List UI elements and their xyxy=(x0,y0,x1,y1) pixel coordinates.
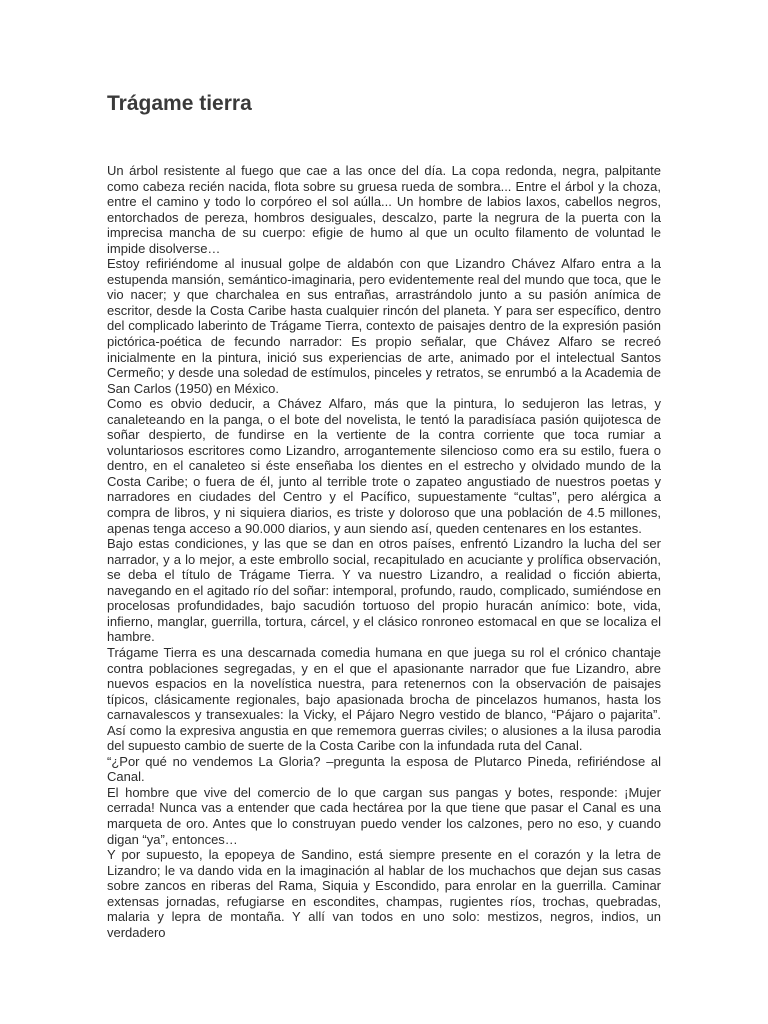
document-body xyxy=(107,163,661,940)
paragraph-2: Estoy refiriéndome al inusual golpe de aldabón con que Lizandro Chávez Alfaro entra a la estupenda mansión, semántico-imaginaria, pero evidentemente real del mundo que toca, que le vio nacer; y que charchalea en sus entrañas, arrastrándolo junto a su pasión anímica de escritor, desde la Costa Caribe hasta cualquier rincón del planeta. Y para ser específico, dentro del complicado laberinto de Trágame Tierra, contexto de paisajes dentro de la expresión pasión pictórica-poética de fecundo narrador: Es propio señalar, que Chávez Alfaro se recreó inicialmente en la pintura, inició sus experiencias de arte, animado por el intelectual Santos Cermeño; y desde una soledad de estímulos, pinceles y retratos, se enrumbó a la Academia de San Carlos (1950) en México. xyxy=(107,256,661,396)
paragraph-1: Un árbol resistente al fuego que cae a las once del día. La copa redonda, negra, palpitante como cabeza recién nacida, flota sobre su gruesa rueda de sombra... Entre el árbol y la choza, entre el camino y todo lo corpóreo el sol aúlla... Un hombre de labios laxos, cabellos negros, entorchados de pereza, hombros desiguales, descalzo, parte la negrura de la puerta con la imprecisa mancha de su cuerpo: efigie de humo al que un oculto filamento de voluntad le impide disolverse… xyxy=(107,163,661,256)
paragraph-5: Trágame Tierra es una descarnada comedia humana en que juega su rol el crónico chantaje contra poblaciones segregadas, y en el que el apasionante narrador que fue Lizandro, abre nuevos espacios en la novelística nuestra, para retenernos con la observación de paisajes típicos, clásicamente regionales, bajo apasionada brocha de pincelazos humanos, hasta los carnavalescos y transexuales: la Vicky, el Pájaro Negro vestido de blanco, “Pájaro o pajarita”. Así como la expresiva angustia en que rememora guerras civiles; o alusiones a la ilusa parodia del supuesto cambio de suerte de la Costa Caribe con la infundada ruta del Canal. xyxy=(107,644,661,754)
paragraph-3: Como es obvio deducir, a Chávez Alfaro, más que la pintura, lo sedujeron las letras, y canaleteando en la panga, o el bote del novelista, le tentó la paradisíaca pasión quijotesca de soñar despierto, de fundirse en la vertiente de la contra corriente que toca rumiar a voluntariosos escritores como Lizandro, arrogantemente silencioso como era su estilo, fuera o dentro, en el canaleteo si éste enseñaba los dientes en el estrecho y olvidado mundo de la Costa Caribe; o fuera de él, junto al terrible trote o zapateo angustiado de nuestros poetas y narradores en ciudades del Centro y el Pacífico, supuestamente “cultas”, pero alérgica a compra de libros, y ni siquiera diarios, es triste y doloroso que una población de 4.5 millones, apenas tenga acceso a 90.000 diarios, y aun siendo así, queden centenares en los estantes. xyxy=(107,396,661,536)
paragraph-7: El hombre que vive del comercio de lo que cargan sus pangas y botes, responde: ¡Mujer cerrada! Nunca vas a entender que cada hectárea por la que tiene que pasar el Canal es una marqueta de oro. Antes que lo construyan puedo vender los calzones, pero no eso, y cuando digan “ya”, entonces… xyxy=(107,784,661,847)
paragraph-8: Y por supuesto, la epopeya de Sandino, está siempre presente en el corazón y la letra de Lizandro; le va dando vida en la imaginación al hablar de los muchachos que dejan sus casas sobre zancos en riberas del Rama, Siquia y Escondido, para enrolar en la guerrilla. Caminar extensas jornadas, refugiarse en escondites, champas, rugientes ríos, trochas, quebradas, malaria y lepra de montaña. Y allí van todos en uno solo: mestizos, negros, indios, un verdadero xyxy=(107,847,661,940)
document-title: Trágame tierra xyxy=(107,92,252,115)
paragraph-6: “¿Por qué no vendemos La Gloria? –pregunta la esposa de Plutarco Pineda, refiriéndose al Canal. xyxy=(107,753,661,785)
paragraph-4: Bajo estas condiciones, y las que se dan en otros países, enfrentó Lizandro la lucha del ser narrador, y a lo mejor, a este embrollo social, recapitulado en acuciante y prolífica observación, se deba el título de Trágame Tierra. Y va nuestro Lizandro, a realidad o ficción abierta, navegando en el agitado río del soñar: intemporal, profundo, raudo, complicado, sumiéndose en procelosas profundidades, bajo sacudión tortuoso del propio huracán anímico: bote, vida, infierno, manglar, guerrilla, tortura, cárcel, y el clásico ronroneo estomacal en que se localiza el hambre. xyxy=(107,536,661,645)
